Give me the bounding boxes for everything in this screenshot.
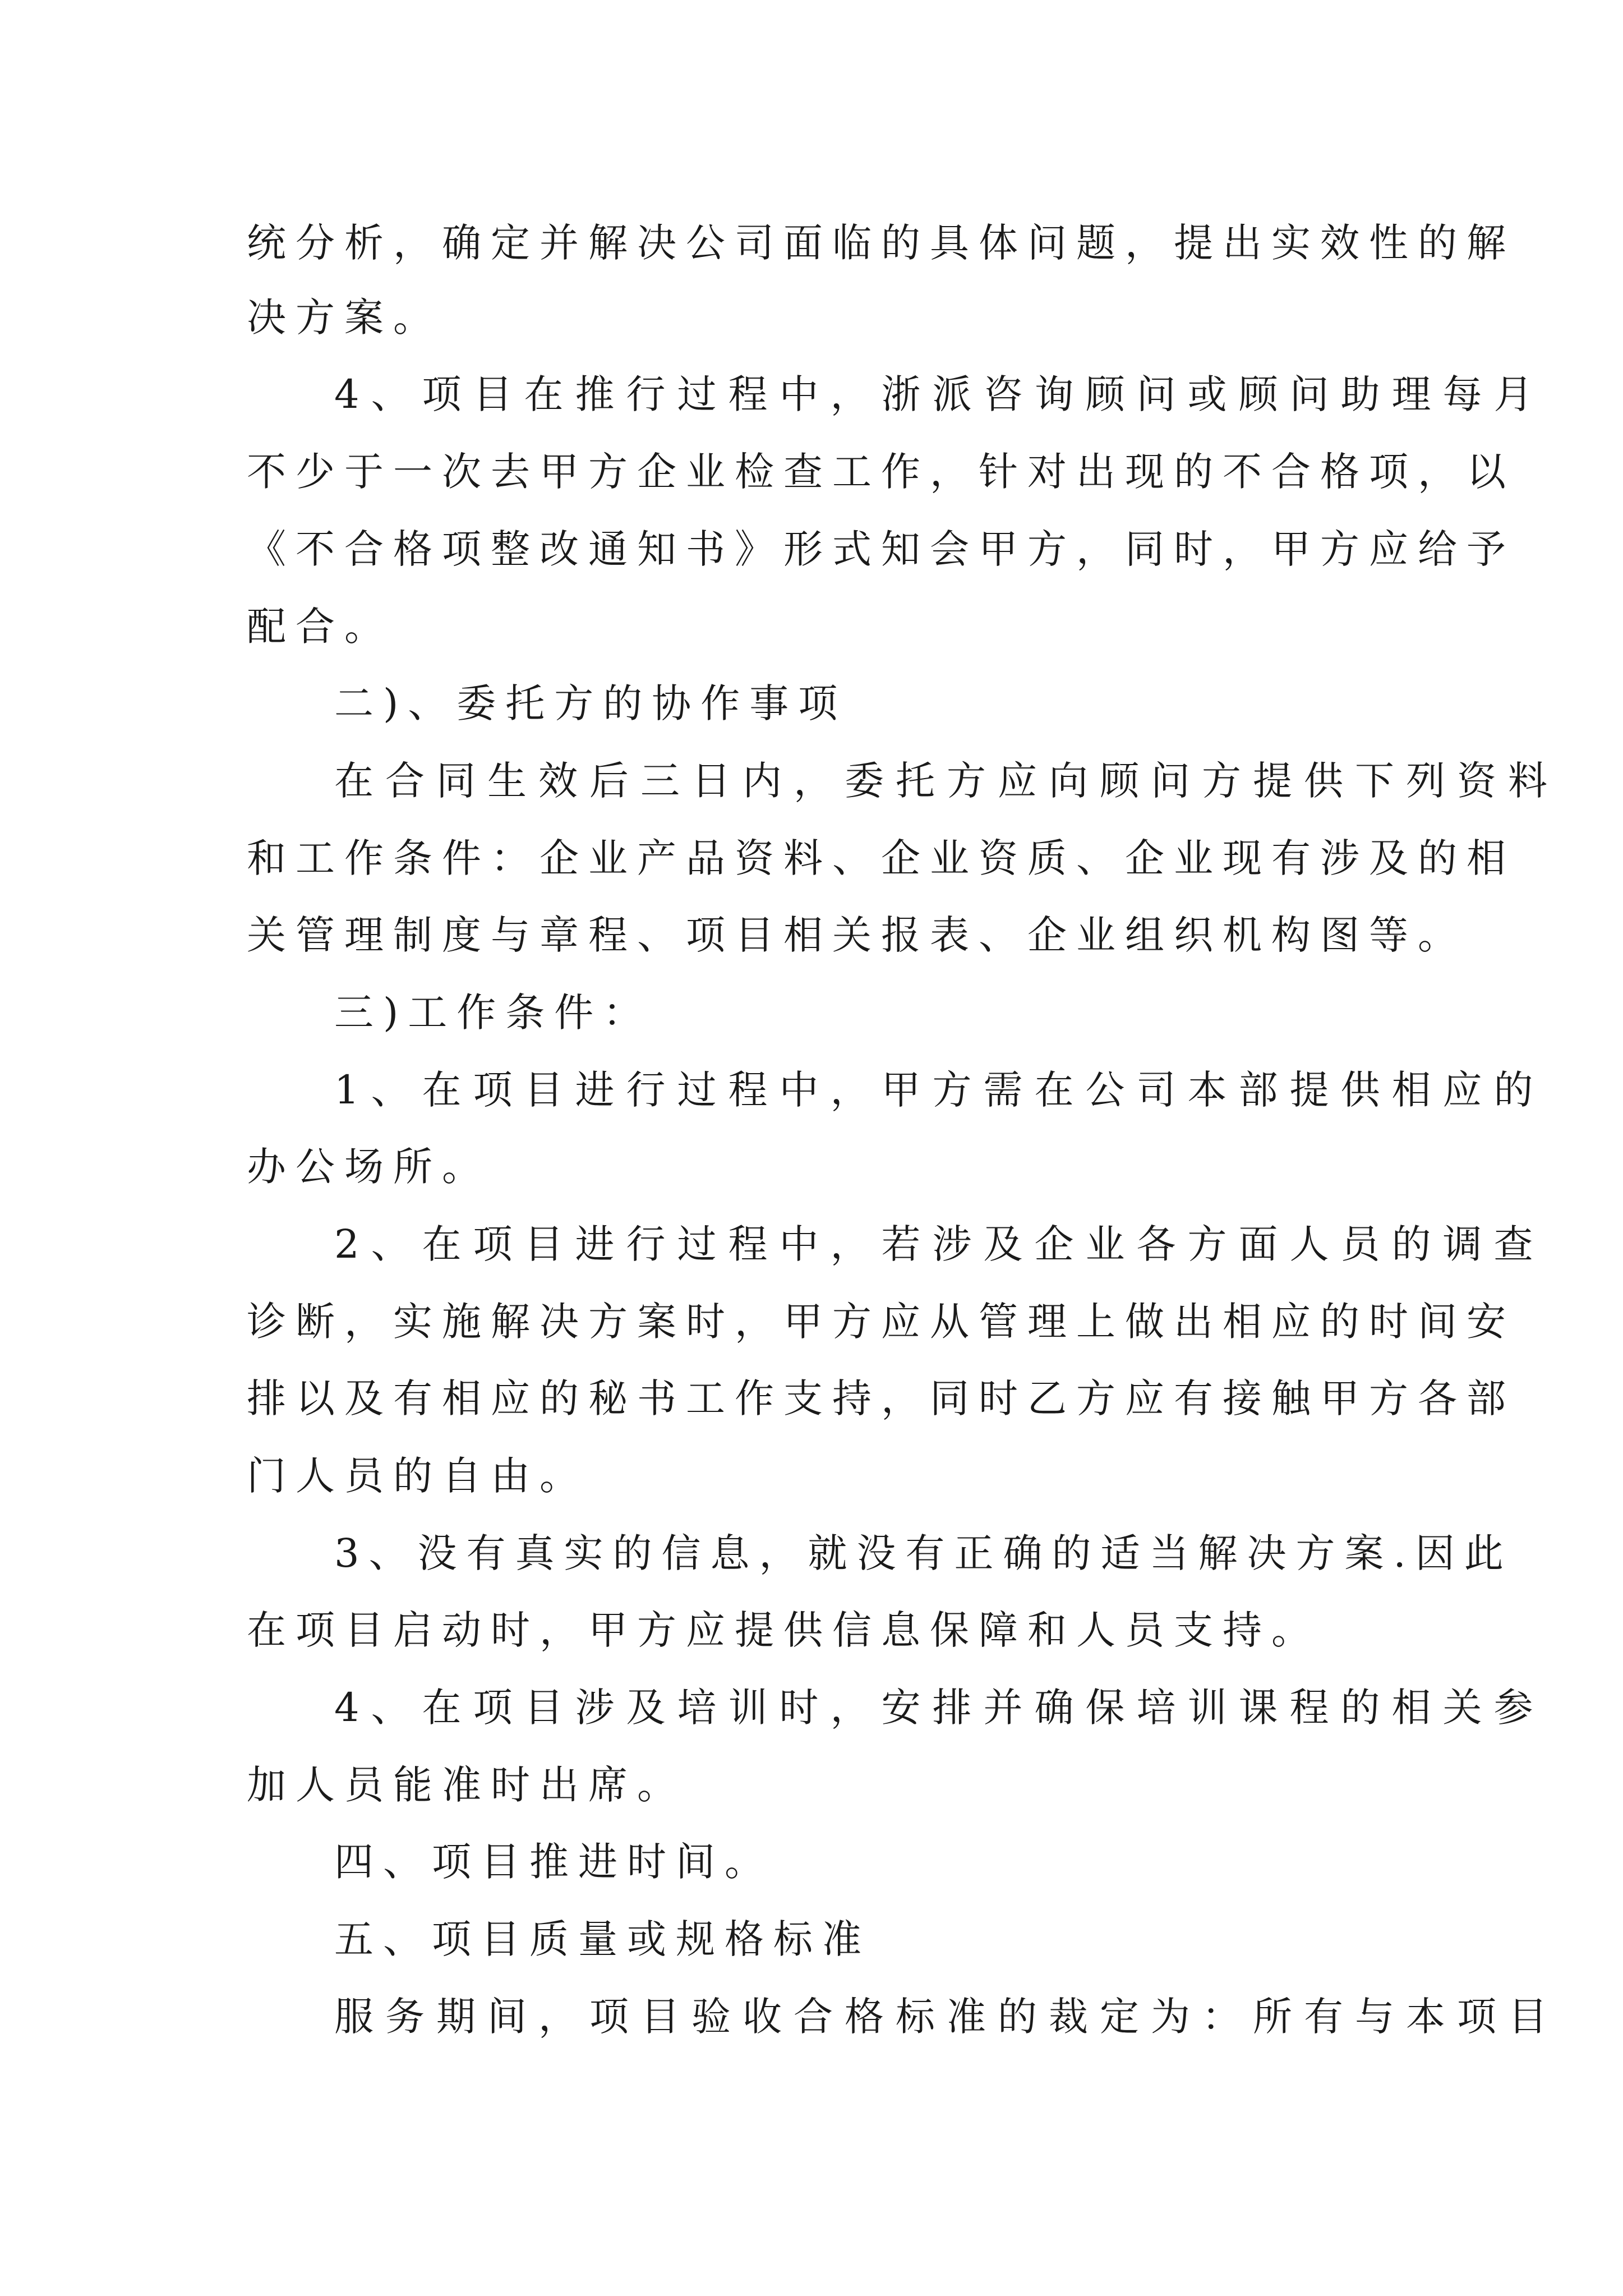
body-text-line: 关管理制度与章程、项目相关报表、企业组织机构图等。 xyxy=(247,912,1467,958)
section-heading: 二)、委托方的协作事项 xyxy=(334,680,847,726)
section-heading: 五、项目质量或规格标准 xyxy=(334,1916,871,1962)
body-text-line: 1、在项目进行过程中，甲方需在公司本部提供相应的 xyxy=(334,1067,1545,1113)
body-text-line: 2、在项目进行过程中，若涉及企业各方面人员的调查 xyxy=(334,1221,1545,1267)
body-text-line: 不少于一次去甲方企业检查工作，针对出现的不合格项，以 xyxy=(247,449,1515,495)
body-text-line: 统分析，确定并解决公司面临的具体问题，提出实效性的解 xyxy=(247,220,1515,266)
body-text-line: 配合。 xyxy=(247,604,393,650)
section-heading: 四、项目推进时间。 xyxy=(334,1839,773,1885)
body-text-line: 服务期间，项目验收合格标准的裁定为：所有与本项目 xyxy=(334,1994,1559,2040)
body-text-line: 排以及有相应的秘书工作支持，同时乙方应有接触甲方各部 xyxy=(247,1375,1515,1421)
body-text-line: 加人员能准时出席。 xyxy=(247,1762,686,1808)
body-text-line: 在合同生效后三日内，委托方应向顾问方提供下列资料 xyxy=(334,758,1559,804)
body-text-line: 门人员的自由。 xyxy=(247,1453,588,1499)
section-heading: 三)工作条件： xyxy=(334,990,652,1036)
body-text-line: 诊断，实施解决方案时，甲方应从管理上做出相应的时间安 xyxy=(247,1299,1515,1345)
body-text-line: 4、项目在推行过程中，浙派咨询顾问或顾问助理每月 xyxy=(334,371,1545,417)
body-text-line: 决方案。 xyxy=(247,295,442,341)
body-text-line: 3、没有真实的信息，就没有正确的适当解决方案.因此 xyxy=(334,1530,1513,1576)
body-text-line: 办公场所。 xyxy=(247,1144,491,1190)
body-text-line: 和工作条件：企业产品资料、企业资质、企业现有涉及的相 xyxy=(247,835,1515,881)
body-text-line: 在项目启动时，甲方应提供信息保障和人员支持。 xyxy=(247,1607,1320,1653)
body-text-line: 4、在项目涉及培训时，安排并确保培训课程的相关参 xyxy=(334,1685,1545,1731)
body-text-line: 《不合格项整改通知书》形式知会甲方，同时，甲方应给予 xyxy=(247,526,1515,572)
